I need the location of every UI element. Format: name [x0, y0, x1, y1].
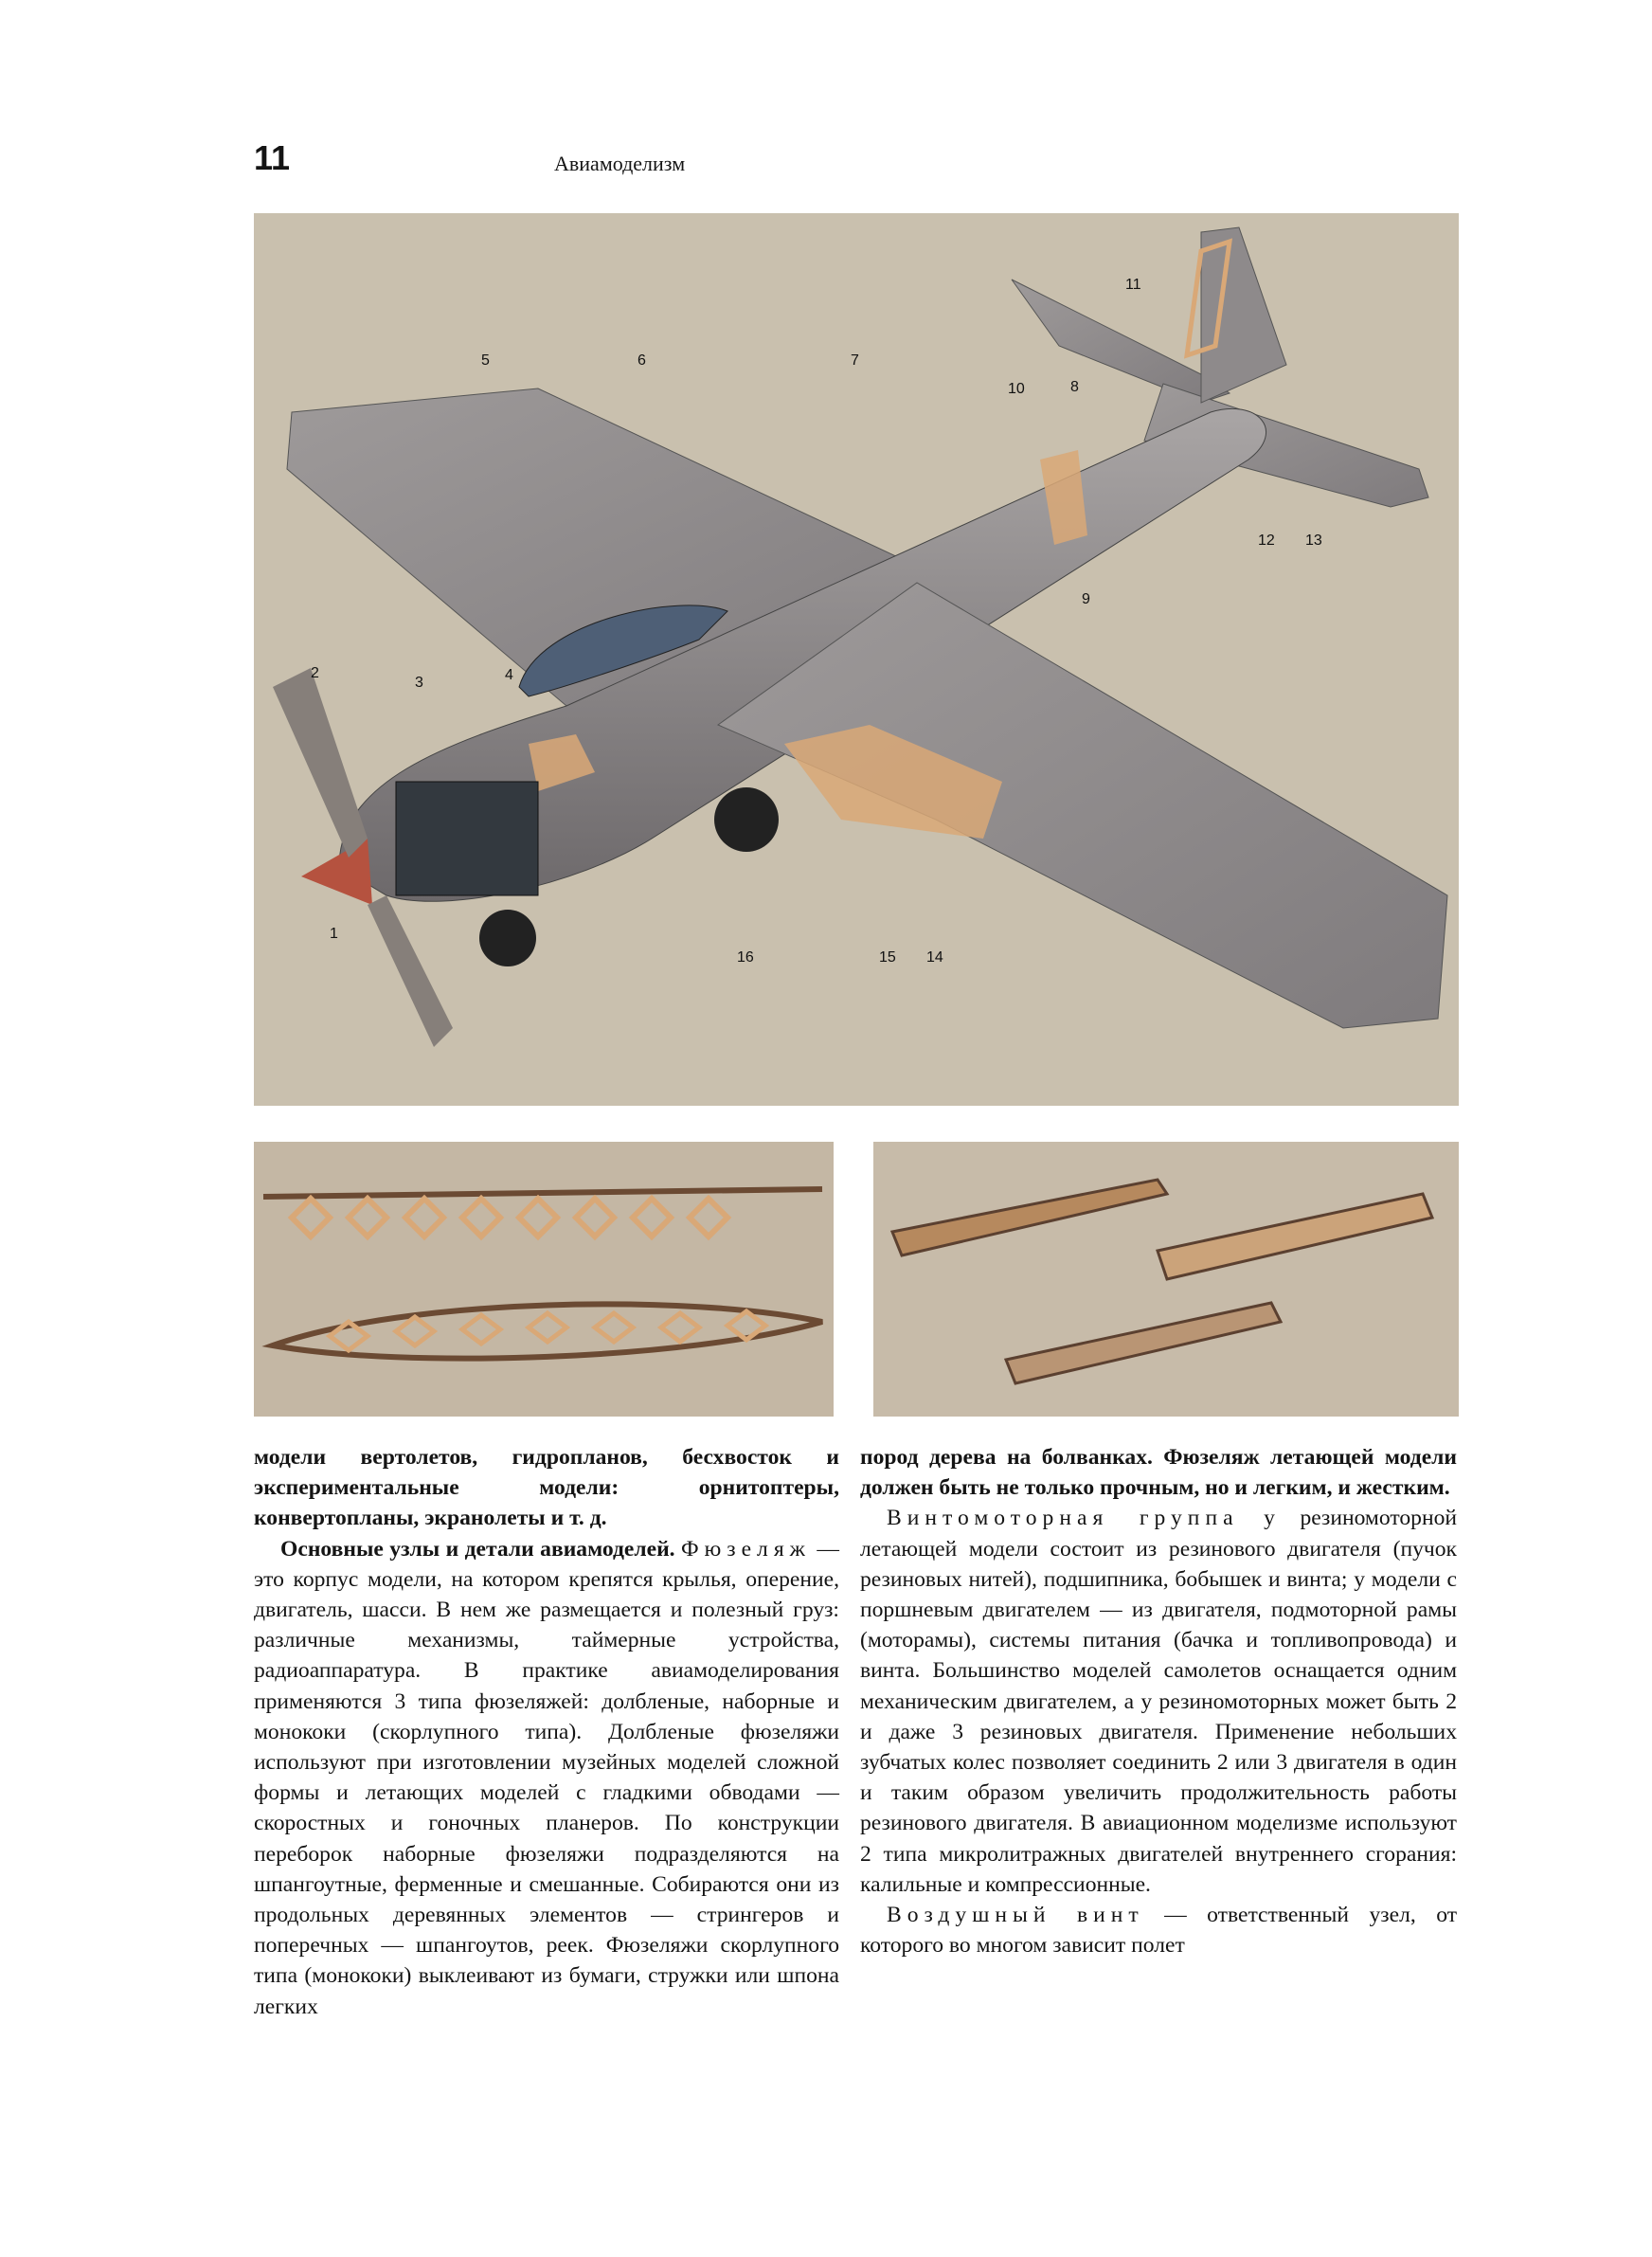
propeller-blade-lower — [368, 895, 453, 1047]
callout-15: 15 — [879, 949, 896, 966]
right-wing — [718, 583, 1447, 1028]
shell-spiral — [1006, 1303, 1281, 1383]
paragraph-1: модели вертолетов, гидропланов, бесхвосток и экспериментальные модели: орнитоптеры, конвертопланы, экранолеты и т. д. — [254, 1445, 839, 1531]
callout-3: 3 — [415, 675, 423, 691]
paragraph-5-text: — ответственный узел, от которого во многом зависит полет — [860, 1903, 1457, 1959]
callout-11: 11 — [1125, 277, 1141, 293]
paragraph-5 — [860, 1900, 1457, 1960]
callout-12: 12 — [1258, 533, 1275, 549]
callout-2: 2 — [311, 665, 319, 681]
paragraph-2-text: — это корпус модели, на котором крепятся крылья, оперение, двигатель, шасси. В нем же размещается и полезный груз: различные механизмы, таймерные устройства, радиоаппаратура. В практике авиамоделирования применяются 3 типа фюзеляжей: долбленые, наборные и монококи (скорлупного типа). Долбленые фюзеляжи используют при изготовлении музейных моделей сложной формы и летающих моделей с гладкими обводами — скоростных и гоночных планеров. По конструкции переборок наборные фюзеляжи подразделяются на шпангоутные, ферменные и смешанные. Собираются они из продольных деревянных элементов — стрингеров и поперечных — шпангоутов, реек. Фюзеляжи скорлупного типа (монококи) выклеивают из бумаги, стружки или шпона легких — [254, 1536, 840, 2019]
callout-16: 16 — [737, 949, 754, 966]
shell-planked — [1158, 1194, 1432, 1279]
monocoque-illustration — [873, 1142, 1459, 1417]
spinner — [301, 839, 372, 905]
term-powerplant: Винтомоторная группа — [887, 1506, 1239, 1531]
callout-9: 9 — [1082, 591, 1090, 607]
section-heading: Основные узлы и детали авиамоделей. — [280, 1536, 675, 1562]
airplane-illustration — [254, 213, 1459, 1106]
callout-8: 8 — [1070, 379, 1079, 395]
monocoque-drawing — [873, 1142, 1459, 1417]
term-propeller: Воздушный винт — [887, 1903, 1144, 1928]
paragraph-4-text: у резиномоторной летающей модели состоит из резинового двигателя (пучок резиновых нитей), подшипника, бобышек и винта; у модели с поршневым двигателем — из двигателя, подмоторной рамы (моторамы), системы питания (бачка и топливопровода) и винта. Большинство моделей самолетов оснащается одним механическим двигателем, а у резиномоторных может быть 2 и даже 3 резиновых двигателя. Применение небольших зубчатых колес позволяет соединить 2 или 3 двигателя в один и таким образом увеличить продолжительность работы резинового двигателя. В авиационном моделизме используют 2 типа микролитражных двигателей внутреннего сгорания: калильные и компрессионные. — [860, 1506, 1457, 1897]
truss-drawing — [254, 1142, 834, 1417]
truss-fuselage-illustration — [254, 1142, 834, 1417]
callout-14: 14 — [926, 949, 943, 966]
callout-5: 5 — [481, 352, 490, 369]
wheel-left — [479, 910, 536, 966]
stringer-top — [263, 1189, 822, 1197]
paragraph-2 — [254, 1534, 839, 2022]
page-number: 11 — [254, 138, 291, 177]
callout-1: 1 — [330, 926, 338, 942]
callout-6: 6 — [637, 352, 646, 369]
text-column-left — [254, 1442, 839, 2022]
paragraph-4 — [860, 1503, 1457, 1900]
callout-7: 7 — [851, 352, 859, 369]
callout-13: 13 — [1305, 533, 1322, 549]
text-column-right — [860, 1442, 1457, 1960]
callout-4: 4 — [505, 667, 513, 683]
engine — [396, 782, 538, 895]
paragraph-3: пород дерева на болванках. Фюзеляж летающей модели должен быть не только прочным, но и легким, и жестким. — [860, 1445, 1457, 1501]
airplane-drawing — [254, 213, 1459, 1106]
truss-diamonds-top — [292, 1199, 727, 1237]
propeller-blade — [273, 668, 368, 858]
callout-10: 10 — [1008, 381, 1025, 397]
term-fuselage: Фюзеляж — [681, 1536, 811, 1562]
running-head: Авиамоделизм — [554, 152, 686, 175]
wheel-right — [714, 787, 779, 852]
vertical-fin — [1201, 227, 1286, 403]
shell-solid — [892, 1180, 1167, 1255]
